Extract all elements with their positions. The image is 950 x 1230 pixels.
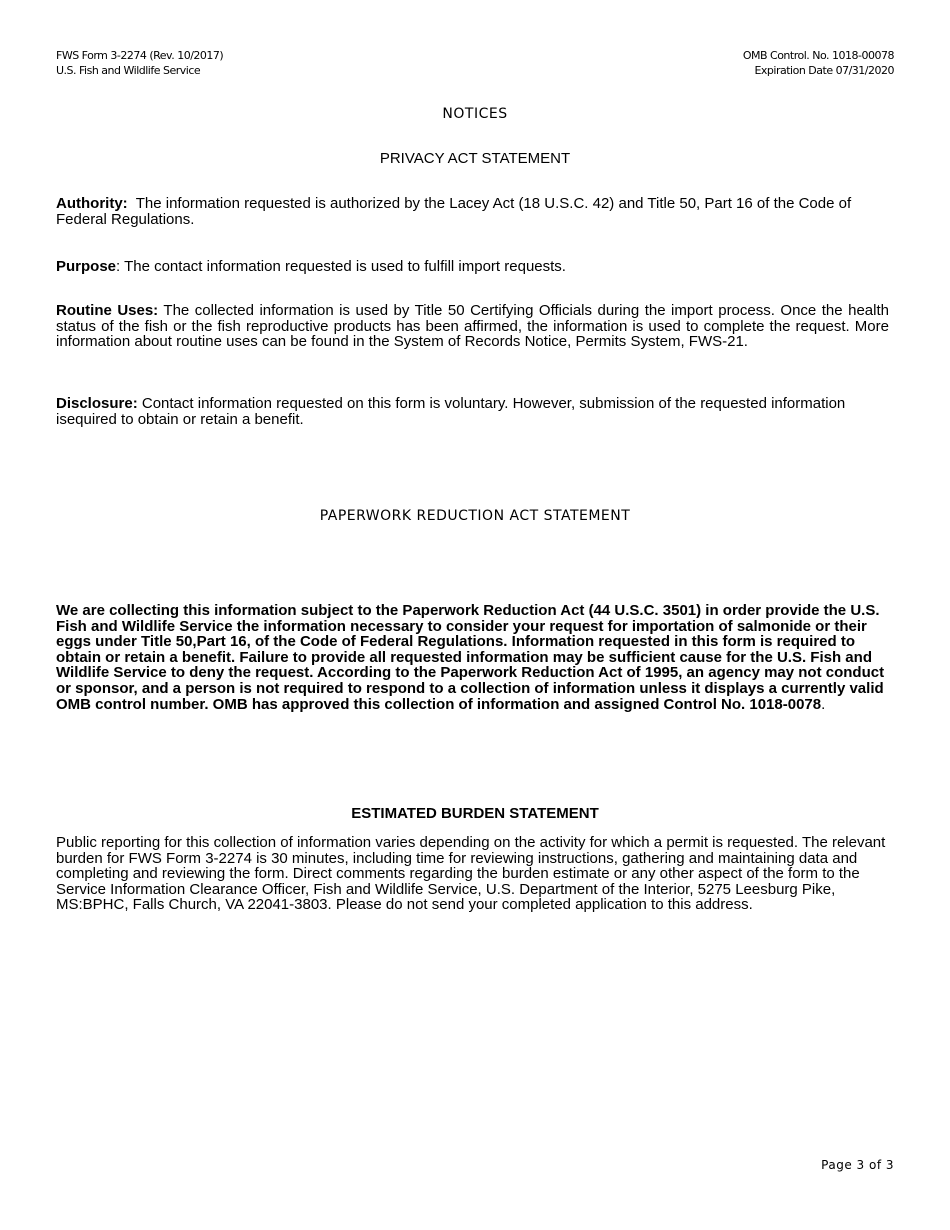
page-number: Page 3 of 3 xyxy=(821,1158,894,1172)
routine-uses-paragraph xyxy=(56,303,889,350)
privacy-act-title: PRIVACY ACT STATEMENT xyxy=(379,150,571,167)
burden-statement-paragraph: Public reporting for this collection of information varies depending on the activity for which a permit is requested. The relevant burden for FWS Form 3-2274 is 30 minutes, including time for reviewing instructions, gathering and maintaining data and completing and reviewing the form. Direct comments regarding the burden estimate or any other aspect of the form to the Service Information Clearance Officer, Fish and Wildlife Service, U.S. Department of the Interior, 5275 Leesburg Pike, MS:BPHC, Falls Church, VA 22041-3803. Please do not send your completed application to this address. xyxy=(56,834,886,914)
disclosure-label: Disclosure: xyxy=(56,395,138,412)
authority-text: The information requested is authorized by the Lacey Act (18 U.S.C. 42) and Title 50, Part 16 of the Code of Federal Regulations. xyxy=(56,195,856,228)
authority-label: Authority: xyxy=(56,195,128,212)
form-number: FWS Form 3-2274 (Rev. 10/2017) xyxy=(56,49,224,62)
routine-uses-text: The collected information is used by Title 50 Certifying Officials during the import process. Once the health status of the fish or the fish reproductive products has been affirmed, the information is used to complete the request. More information about routine uses can be found in the System of Records Notice, Permits System, FWS-21. xyxy=(56,302,889,351)
paperwork-reduction-paragraph xyxy=(56,603,889,712)
paperwork-reduction-text: We are collecting this information subject to the Paperwork Reduction Act (44 U.S.C. 3501) in order provide the U.S. Fish and Wildlife Service the information necessary to consider your request for importation of salmonide or their eggs under Title 50,Part 16, of the Code of Federal Regulations. Information requested in this form is required to obtain or retain a benefit. Failure to provide all requested information may be sufficient cause for the U.S. Fish and Wildlife Service to deny the request. According to the Paperwork Reduction Act of 1995, an agency may not conduct or sponsor, and a person is not required to respond to a collection of information unless it displays a currently valid OMB control number. OMB has approved this collection of information and assigned Control No. 1018-0078 xyxy=(56,602,885,713)
header-omb-info xyxy=(743,48,894,78)
omb-control-number: OMB Control. No. 1018-00078 xyxy=(742,49,894,62)
disclosure-text: Contact information requested on this form is voluntary. However, submission of the requested information isequired to obtain or retain a benefit. xyxy=(56,395,846,428)
purpose-text: : The contact information requested is used to fulfill import requests. xyxy=(116,258,566,275)
purpose-label: Purpose xyxy=(56,258,117,275)
paperwork-reduction-title: PAPERWORK REDUCTION ACT STATEMENT xyxy=(319,508,631,524)
purpose-paragraph xyxy=(56,259,889,275)
notices-title: NOTICES xyxy=(442,106,508,122)
disclosure-paragraph xyxy=(56,396,889,427)
paperwork-trailing-period: . xyxy=(821,695,826,713)
agency-name: U.S. Fish and Wildlife Service xyxy=(56,64,201,77)
routine-uses-label: Routine Uses: xyxy=(56,302,159,319)
header-form-info xyxy=(56,48,223,78)
authority-paragraph xyxy=(56,196,889,227)
expiration-date: Expiration Date 07/31/2020 xyxy=(754,64,894,77)
burden-statement-title: ESTIMATED BURDEN STATEMENT xyxy=(351,805,599,822)
